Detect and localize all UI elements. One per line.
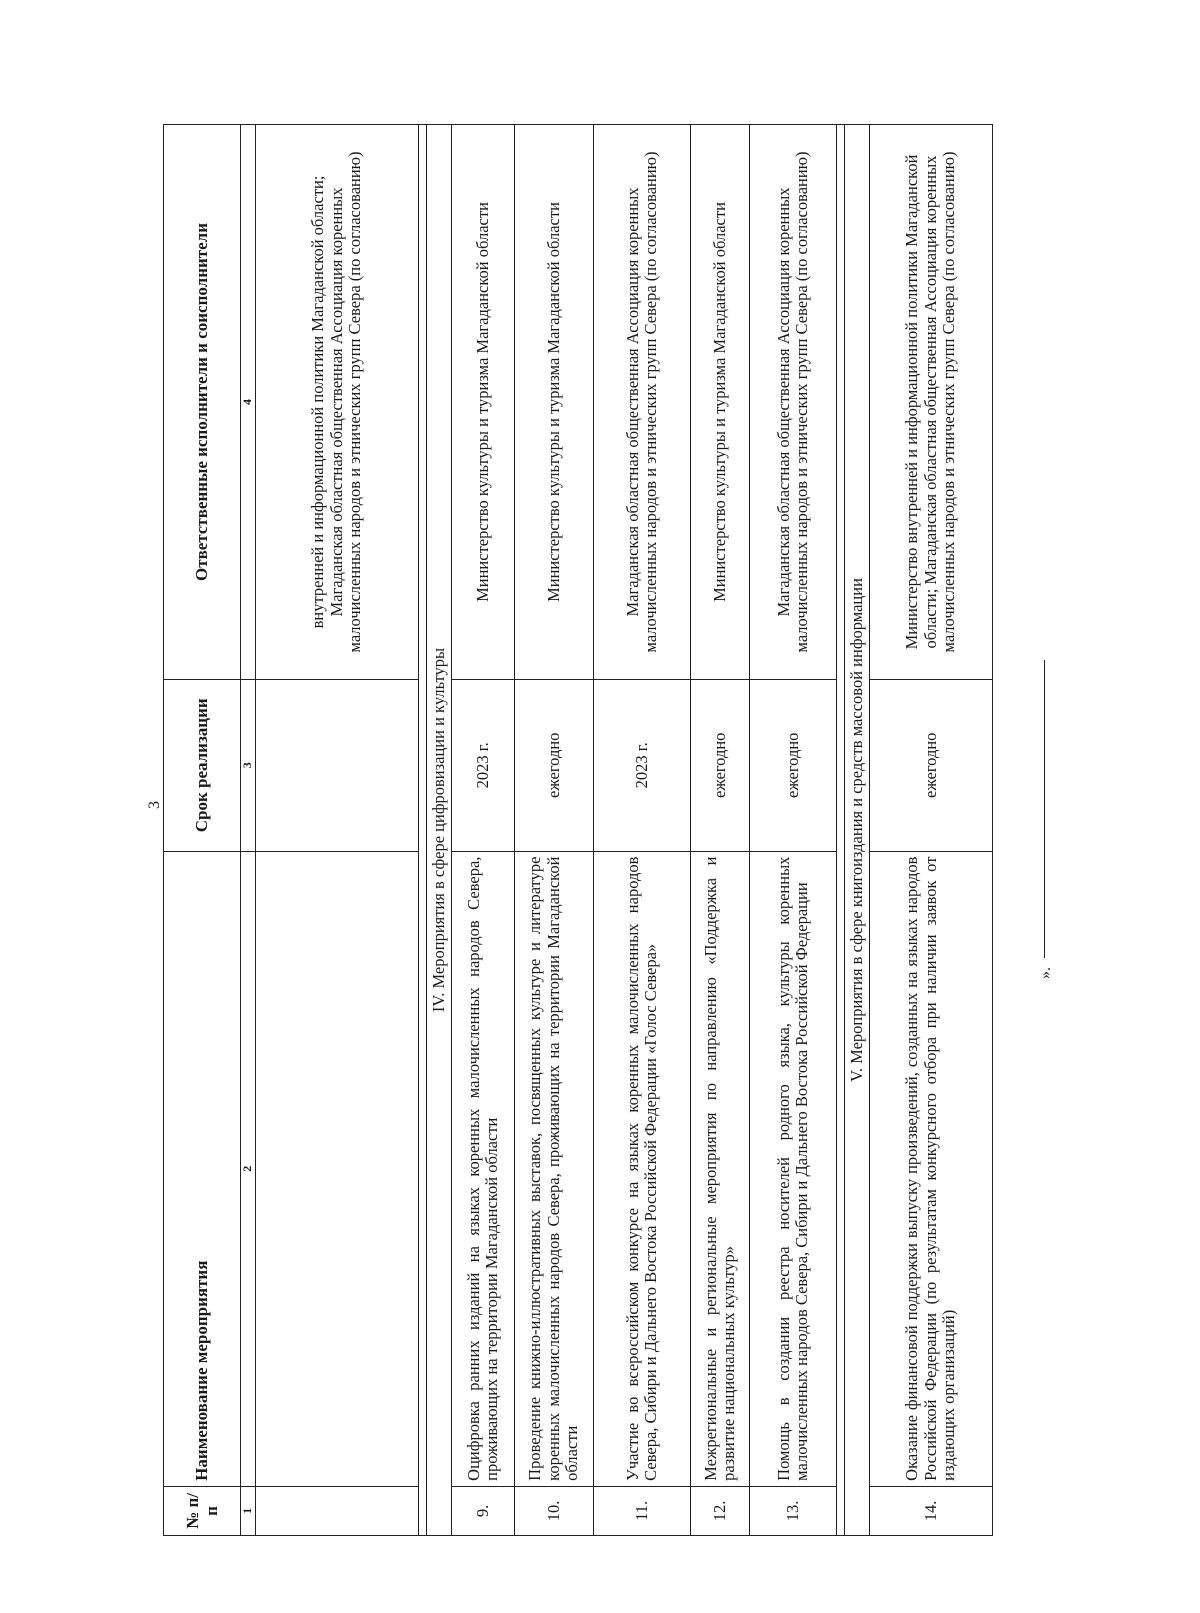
row-term: ежегодно [870,679,993,851]
header-number: № п/п [164,1486,241,1535]
row-name: Межрегиональные и региональные мероприятия по направлению «Поддержка и развитие национальных культур» [691,851,750,1486]
row-term: ежегодно [750,679,837,851]
section-5-title: V. Мероприятия в сфере книгоиздания и средств массовой информации [845,125,870,1536]
continuation-row [256,125,419,1536]
table-header-row [164,125,241,1536]
row-term: 2023 г. [452,679,515,851]
section-4-title: IV. Мероприятия в сфере цифровизации и культуры [427,125,452,1536]
header-term: Срок реализации [164,679,241,851]
row-number: 11. [594,1486,691,1535]
row-number: 10. [515,1486,594,1535]
row-executors: Министерство культуры и туризма Магаданской области [452,125,515,680]
row-executors: Министерство культуры и туризма Магаданской области [515,125,594,680]
column-number-4: 4 [241,125,256,680]
row-executors: Министерство внутренней и информационной политики Магаданской области; Магаданская областная общественная Ассоциация коренных малочисленных народов и этнических групп Севера (по согласованию) [870,125,993,680]
events-table [163,124,993,1536]
spacer-row [419,125,427,1536]
continuation-executors: внутренней и информационной политики Магаданской области; Магаданская областная общественная Ассоциация коренных малочисленных народов и этнических групп Севера (по согласованию) [256,125,419,680]
spacer-row [837,125,845,1536]
table-row [452,125,515,1536]
section-5-heading-row [845,125,870,1536]
row-executors: Министерство культуры и туризма Магаданской области [691,125,750,680]
table-row [594,125,691,1536]
row-term: ежегодно [515,679,594,851]
column-numbers-row [241,125,256,1536]
closing-line [1044,660,1045,958]
table-row [691,125,750,1536]
rotated-table-container [163,124,1051,1536]
header-name: Наименование мероприятия [164,851,241,1486]
column-number-3: 3 [241,679,256,851]
row-number: 14. [870,1486,993,1535]
page-number: 3 [146,801,163,809]
row-number: 13. [750,1486,837,1535]
row-number: 12. [691,1486,750,1535]
closing-quote: ». [1037,967,1054,979]
row-name: Помощь в создании реестра носителей родного языка, культуры коренных малочисленных народов Севера, Сибири и Дальнего Востока Российской Федерации [750,851,837,1486]
row-name: Оказание финансовой поддержки выпуску произведений, созданных на языках народов Российской Федерации (по результатам конкурсного отбора при наличии заявок от издающих организаций) [870,851,993,1486]
column-number-2: 2 [241,851,256,1486]
closing-mark [1030,660,1060,1000]
row-name: Участие во всероссийском конкурсе на языках коренных малочисленных народов Севера, Сибири и Дальнего Востока Российской Федерации «Голос Севера» [594,851,691,1486]
table-row [750,125,837,1536]
row-executors: Магаданская областная общественная Ассоциация коренных малочисленных народов и этнических групп Севера (по согласованию) [594,125,691,680]
row-number: 9. [452,1486,515,1535]
row-name: Проведение книжно-иллюстративных выставок, посвященных культуре и литературе коренных малочисленных народов Севера, проживающих на территории Магаданской области [515,851,594,1486]
header-executors: Ответственные исполнители и соисполнители [164,125,241,680]
row-executors: Магаданская областная общественная Ассоциация коренных малочисленных народов и этнических групп Севера (по согласованию) [750,125,837,680]
row-name: Оцифровка ранних изданий на языках коренных малочисленных народов Севера, проживающих на территории Магаданской области [452,851,515,1486]
row-term: 2023 г. [594,679,691,851]
table-row [870,125,993,1536]
column-number-1: 1 [241,1486,256,1535]
section-4-heading-row [427,125,452,1536]
table-row [515,125,594,1536]
row-term: ежегодно [691,679,750,851]
